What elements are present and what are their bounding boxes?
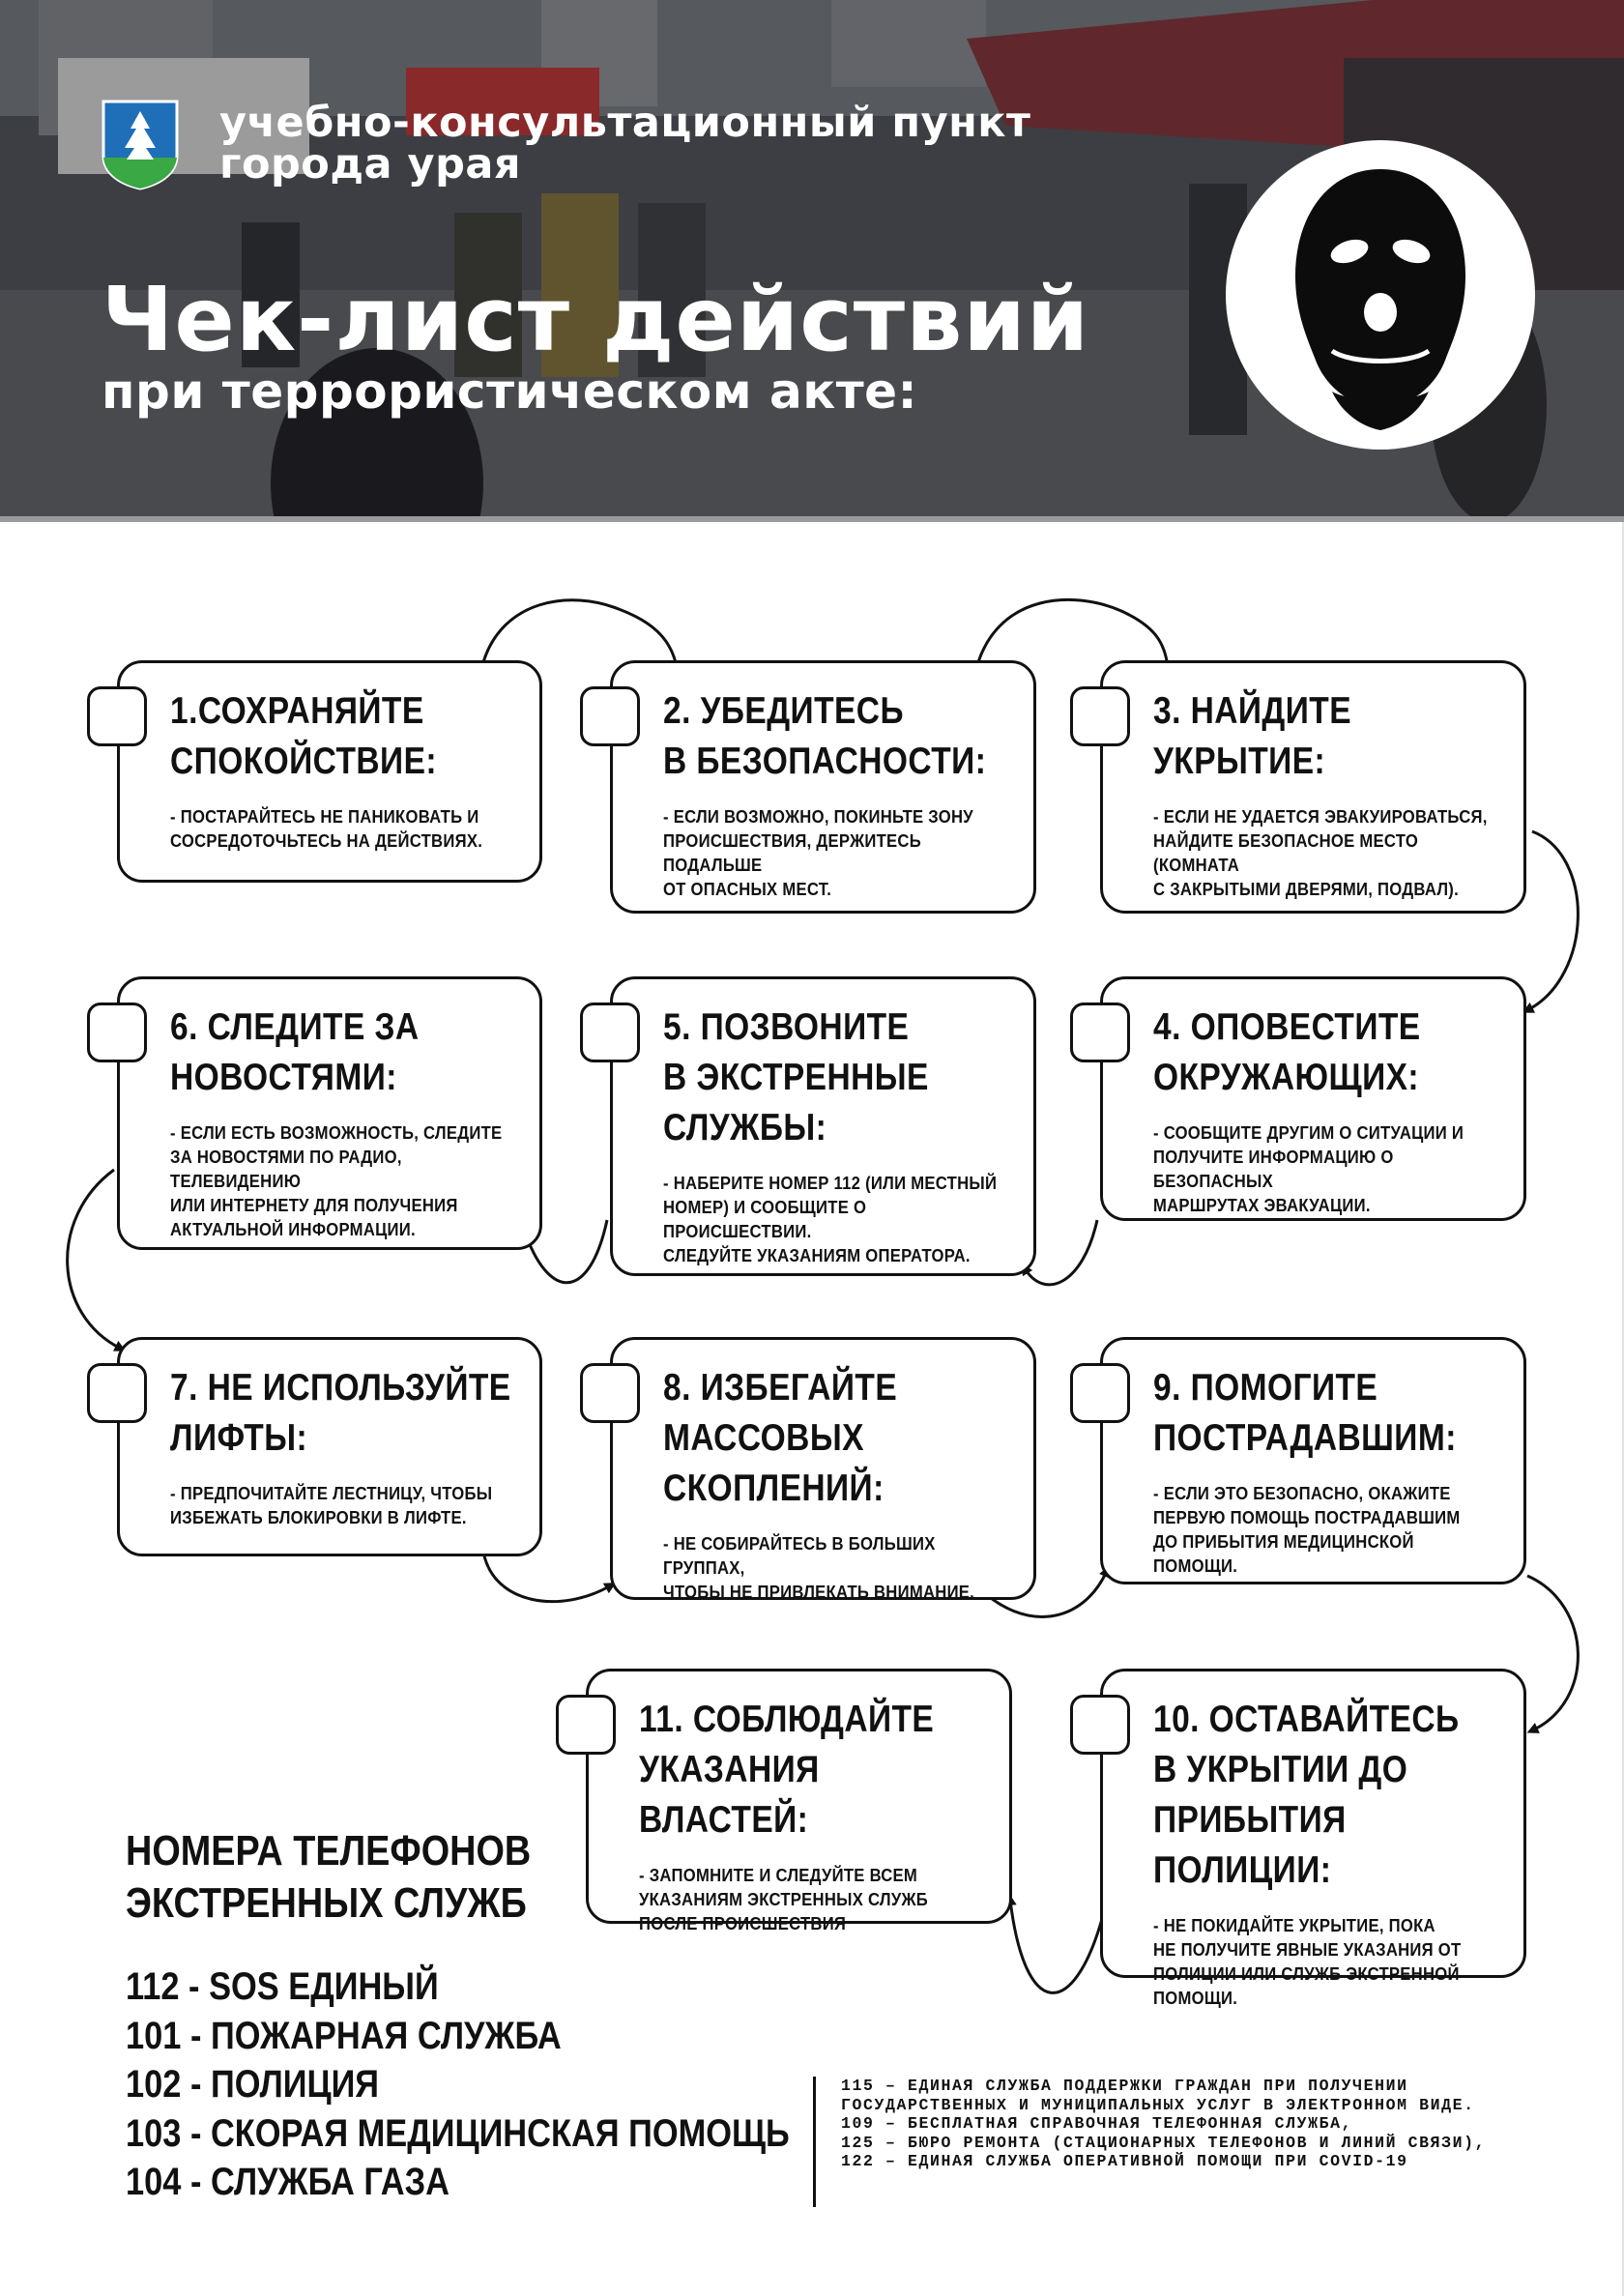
service-line: 122 – ЕДИНАЯ СЛУЖБА ОПЕРАТИВНОЙ ПОМОЩИ ПРИ COVID-19 [841,2152,1408,2170]
step-description: - ЕСЛИ ВОЗМОЖНО, ПОКИНЬТЕ ЗОНУ ПРОИСШЕСТВИЯ, ДЕРЖИТЕСЬ ПОДАЛЬШЕ ОТ ОПАСНЫХ МЕСТ. [663,806,973,899]
checkbox-icon[interactable] [580,1363,640,1423]
step-description: - НЕ ПОКИДАЙТЕ УКРЫТИЕ, ПОКА НЕ ПОЛУЧИТЕ ЯВНЫЕ УКАЗАНИЯ ОТ ПОЛИЦИИ ИЛИ СЛУЖБ ЭКСТРЕННОЙ ПОМОЩИ. [1153,1915,1462,2008]
checkbox-icon[interactable] [1070,1363,1130,1423]
step-description: - ПРЕДПОЧИТАЙТЕ ЛЕСТНИЦУ, ЧТОБЫ ИЗБЕЖАТЬ БЛОКИРОВКИ В ЛИФТЕ. [170,1483,493,1527]
phone-item: 104 - СЛУЖБА ГАЗА [126,2161,450,2203]
org-line-2: города урая [219,140,521,189]
step-title: 7. НЕ ИСПОЛЬЗУЙТЕ ЛИФТЫ: [170,1367,511,1459]
step-description: - НАБЕРИТЕ НОМЕР 112 (ИЛИ МЕСТНЫЙ НОМЕР) И СООБЩИТЕ О ПРОИСШЕСТВИИ. СЛЕДУЙТЕ УКАЗАНИЯМ ОПЕРАТОРА. [663,1173,998,1265]
checkbox-icon[interactable] [580,1003,640,1062]
checkbox-icon[interactable] [580,686,640,746]
step-description: - ЕСЛИ НЕ УДАЕТСЯ ЭВАКУИРОВАТЬСЯ, НАЙДИТЕ БЕЗОПАСНОЕ МЕСТО (КОМНАТА С ЗАКРЫТЫМИ ДВЕРЯМИ, ПОДВАЛ). [1153,806,1488,899]
step-description: - ПОСТАРАЙТЕСЬ НЕ ПАНИКОВАТЬ И СОСРЕДОТОЧЬТЕСЬ НА ДЕЙСТВИЯХ. [170,806,483,851]
checkbox-icon[interactable] [87,686,147,746]
step-title: 1.СОХРАНЯЙТЕ СПОКОЙСТВИЕ: [170,690,437,782]
checkbox-icon[interactable] [556,1695,616,1755]
step-card-10 [1100,1669,1526,2008]
org-line-1: учебно-консультационный пункт [219,99,1031,147]
step-description: - ЕСЛИ ЕСТЬ ВОЗМОЖНОСТЬ, СЛЕДИТЕ ЗА НОВОСТЯМИ ПО РАДИО, ТЕЛЕВИДЕНИЮ ИЛИ ИНТЕРНЕТУ ДЛЯ ПОЛУЧЕНИЯ АКТУАЛЬНОЙ ИНФОРМАЦИИ. [170,1122,503,1239]
emergency-phones-heading: НОМЕРА ТЕЛЕФОНОВ ЭКСТРЕННЫХ СЛУЖБ [126,1827,532,1927]
phone-item: 102 - ПОЛИЦИЯ [126,2063,380,2106]
checkbox-icon[interactable] [87,1003,147,1062]
step-card-6 [117,976,542,1250]
step-card-4 [1100,976,1526,1221]
step-description: - ЕСЛИ ЭТО БЕЗОПАСНО, ОКАЖИТЕ ПЕРВУЮ ПОМОЩЬ ПОСТРАДАВШИМ ДО ПРИБЫТИЯ МЕДИЦИНСКОЙ ПОМОЩИ. [1153,1483,1461,1576]
step-title: 4. ОПОВЕСТИТЕ ОКРУЖАЮЩИХ: [1153,1006,1421,1098]
step-description: - СООБЩИТЕ ДРУГИМ О СИТУАЦИИ И ПОЛУЧИТЕ ИНФОРМАЦИЮ О БЕЗОПАСНЫХ МАРШРУТАХ ЭВАКУАЦИИ. [1153,1122,1464,1215]
step-card-7 [117,1337,542,1556]
step-card-2 [610,660,1036,914]
phone-item: 103 - СКОРАЯ МЕДИЦИНСКАЯ ПОМОЩЬ [126,2111,790,2155]
service-line: 125 – БЮРО РЕМОНТА (СТАЦИОНАРНЫХ ТЕЛЕФОНОВ И ЛИНИЙ СВЯЗИ), [841,2133,1487,2152]
checkbox-icon[interactable] [87,1363,147,1423]
city-emblem-icon [100,100,181,190]
checkbox-icon[interactable] [1070,1003,1130,1062]
step-card-3 [1100,660,1526,914]
balaclava-mask-icon [1226,140,1535,450]
step-title: 5. ПОЗВОНИТЕ В ЭКСТРЕННЫЕ СЛУЖБЫ: [663,1006,929,1148]
step-title: 2. УБЕДИТЕСЬ В БЕЗОПАСНОСТИ: [663,690,987,782]
step-title: 11. СОБЛЮДАЙТЕ УКАЗАНИЯ ВЛАСТЕЙ: [639,1699,935,1841]
phone-item: 112 - SOS ЕДИНЫЙ [126,1965,439,2008]
header-banner [0,0,1624,522]
step-title: 10. ОСТАВАЙТЕСЬ В УКРЫТИИ ДО ПРИБЫТИЯ ПОЛИЦИИ: [1153,1699,1460,1891]
service-line: 115 – ЕДИНАЯ СЛУЖБА ПОДДЕРЖКИ ГРАЖДАН ПРИ ПОЛУЧЕНИИ [841,2077,1408,2095]
page-subtitle: при террористическом акте: [102,363,918,420]
step-description: - НЕ СОБИРАЙТЕСЬ В БОЛЬШИХ ГРУППАХ, ЧТОБЫ НЕ ПРИВЛЕКАТЬ ВНИМАНИЕ. [663,1533,975,1602]
checkbox-icon[interactable] [1070,686,1130,746]
step-description: - ЗАПОМНИТЕ И СЛЕДУЙТЕ ВСЕМ УКАЗАНИЯМ ЭКСТРЕННЫХ СЛУЖБ ПОСЛЕ ПРОИСШЕСТВИЯ [639,1865,928,1933]
page-title: Чек-лист действий [102,268,1090,371]
checkbox-icon[interactable] [1070,1695,1130,1755]
organization-name [219,99,1186,189]
service-line: 109 – БЕСПЛАТНАЯ СПРАВОЧНАЯ ТЕЛЕФОННАЯ СЛУЖБА, [841,2114,1353,2133]
step-card-5 [610,976,1036,1276]
step-card-1 [117,660,542,883]
step-card-9 [1100,1337,1526,1584]
step-card-11 [586,1669,1012,1933]
mask-badge [1226,140,1535,450]
phone-item: 101 - ПОЖАРНАЯ СЛУЖБА [126,2014,562,2057]
step-title: 8. ИЗБЕГАЙТЕ МАССОВЫХ СКОПЛЕНИЙ: [663,1367,898,1509]
step-title: 3. НАЙДИТЕ УКРЫТИЕ: [1153,690,1352,782]
emergency-phones-list [126,1962,898,2207]
step-card-8 [610,1337,1036,1600]
step-title: 9. ПОМОГИТЕ ПОСТРАДАВШИМ: [1153,1367,1457,1459]
additional-services-note [813,2077,1528,2207]
service-line: ГОСУДАРСТВЕННЫХ И МУНИЦИПАЛЬНЫХ УСЛУГ В ЭЛЕКТРОННОМ ВИДЕ. [841,2095,1475,2114]
step-title: 6. СЛЕДИТЕ ЗА НОВОСТЯМИ: [170,1006,420,1098]
